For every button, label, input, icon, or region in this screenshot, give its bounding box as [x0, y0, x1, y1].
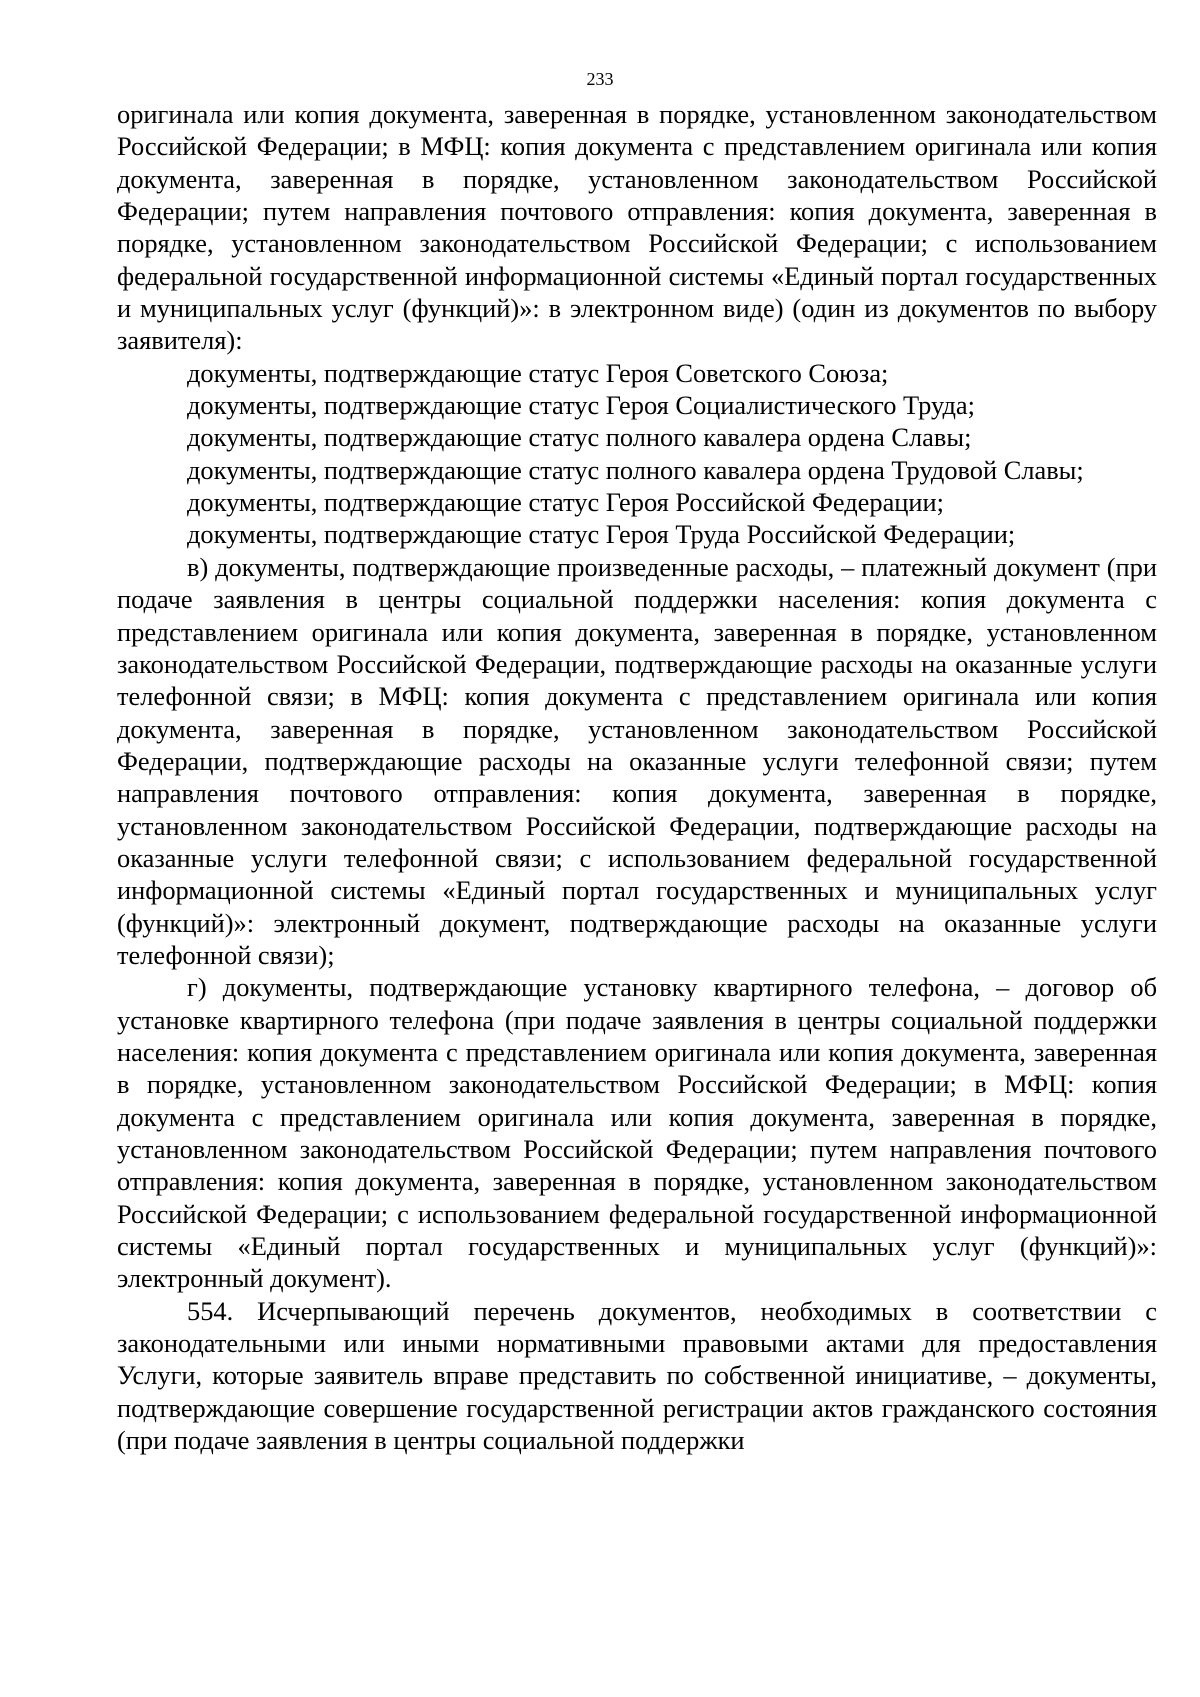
paragraph-item-g: г) документы, подтверждающие установку квартирного телефона, – договор об установке квартирного телефона (при подаче заявления в центры социальной поддержки населения: копия документа с представлением оригинала или копия документа, заверенная в порядке, установленном законодательством Российской Федерации; в МФЦ: копия документа с представлением оригинала или копия документа, заверенная в порядке, установленном законодательством Российской Федерации; путем направления почтового отправления: копия документа, заверенная в порядке, установленном законодательством Российской Федерации; с использованием федеральной государственной информационной системы «Единый портал государственных и муниципальных услуг (функций)»: электронный документ). — [117, 972, 1157, 1294]
paragraph-item-v: в) документы, подтверждающие произведенные расходы, – платежный документ (при подаче заявления в центры социальной поддержки населения: копия документа с представлением оригинала или копия документа, заверенная в порядке, установленном законодательством Российской Федерации, подтверждающие расходы на оказанные услуги телефонной связи; в МФЦ: копия документа с представлением оригинала или копия документа, заверенная в порядке, установленном законодательством Российской Федерации, подтверждающие расходы на оказанные услуги телефонной связи; путем направления почтового отправления: копия документа, заверенная в порядке, установленном законодательством Российской Федерации, подтверждающие расходы на оказанные услуги телефонной связи; с использованием федеральной государственной информационной системы «Единый портал государственных и муниципальных услуг (функций)»: электронный документ, подтверждающие расходы на оказанные услуги телефонной связи); — [117, 551, 1157, 970]
list-item-hero-of-labour-rf: документы, подтверждающие статус Героя Труда Российской Федерации; — [187, 519, 1016, 550]
list-item-order-of-glory: документы, подтверждающие статус полного кавалера ордена Славы; — [187, 422, 972, 453]
list-item-hero-soviet-union: документы, подтверждающие статус Героя Советского Союза; — [187, 357, 889, 388]
paragraph-continuation: оригинала или копия документа, заверенная в порядке, установленном законодательством Российской Федерации; в МФЦ: копия документа с представлением оригинала или копия документа, заверенная в порядке, установленном законодательством Российской Федерации; путем направления почтового отправления: копия документа, заверенная в порядке, установленном законодательством Российской Федерации; с использованием федеральной государственной информационной системы «Единый портал государственных и муниципальных услуг (функций)»: в электронном виде) (один из документов по выбору заявителя): — [117, 99, 1157, 356]
document-body — [117, 98, 1157, 1456]
list-item-hero-russian-federation: документы, подтверждающие статус Героя Российской Федерации; — [187, 487, 944, 518]
paragraph-554: 554. Исчерпывающий перечень документов, необходимых в соответствии с законодательными или иными нормативными правовыми актами для предоставления Услуги, которые заявитель вправе представить по собственной инициативе, – документы, подтверждающие совершение государственной регистрации актов гражданского состояния (при подаче заявления в центры социальной поддержки — [117, 1295, 1157, 1456]
list-item-order-of-labour-glory: документы, подтверждающие статус полного кавалера ордена Трудовой Славы; — [187, 454, 1084, 485]
list-item-hero-socialist-labour: документы, подтверждающие статус Героя Социалистического Труда; — [187, 390, 975, 421]
page-number: 233 — [586, 69, 614, 89]
